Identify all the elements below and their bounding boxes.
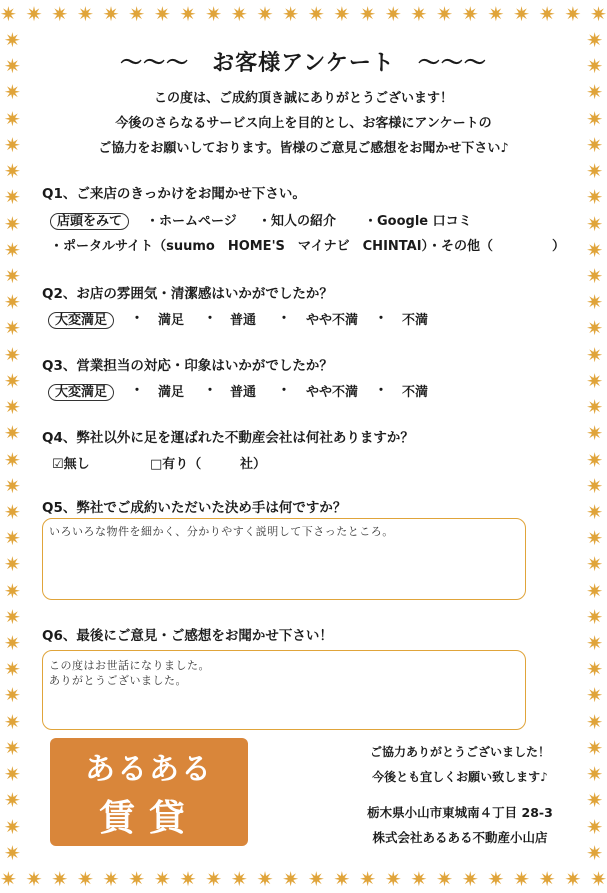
closing-line-1: ご協力ありがとうございました！: [369, 745, 550, 759]
q1-option-storefront[interactable]: [50, 210, 129, 229]
q1-option-portal-close: ）: [552, 239, 566, 254]
q5-answer: いろいろな物件を細かく、分かりやすく説明して下さったところ。: [49, 525, 394, 538]
q4-question: Q4、弊社以外に足を運ばれた不動産会社は何社ありますか？: [42, 430, 414, 446]
intro-line-1: この度は、ご成約頂き誠にありがとうございます！: [153, 91, 453, 106]
address-line-2: 株式会社あるある不動産小山店: [372, 830, 548, 845]
q2-option-dissatisfied[interactable]: 不満: [402, 313, 429, 328]
closing-message: [360, 740, 560, 790]
q3-option-very-satisfied[interactable]: [48, 381, 114, 400]
q4-option-suffix: 社）: [240, 457, 267, 472]
q2-option-neutral[interactable]: 普通: [230, 313, 257, 328]
address-line-1: 栃木県小山市東城南４丁目 28-3: [367, 805, 553, 820]
q2-option-somewhat-dissatisfied[interactable]: やや不満: [306, 313, 359, 328]
q1-option-homepage[interactable]: ・ホームページ: [146, 214, 237, 229]
closing-line-2: 今後とも宜しくお願い致します♪: [372, 770, 548, 784]
company-logo: [50, 738, 248, 846]
q6-answer-line-2: ありがとうございました。: [49, 674, 187, 687]
q2-option-very-satisfied[interactable]: [48, 309, 114, 328]
q1-question: Q1、ご来店のきっかけをお聞かせ下さい。: [42, 186, 306, 202]
q4-option-none[interactable]: ☑無し: [52, 457, 90, 472]
q2-question: Q2、お店の雰囲気・清潔感はいかがでしたか？: [42, 286, 333, 302]
bottom-border: ✷ ✷ ✷ ✷ ✷ ✷ ✷ ✷ ✷ ✷ ✷ ✷ ✷ ✷ ✷ ✷ ✷ ✷ ✷ ✷ ✷ ✷ ✷ ✷: [0, 867, 607, 891]
q5-answer-box[interactable]: [42, 518, 526, 600]
q6-question: Q6、最後にご意見・ご感想をお聞かせ下さい！: [42, 628, 333, 644]
top-border: ✷ ✷ ✷ ✷ ✷ ✷ ✷ ✷ ✷ ✷ ✷ ✷ ✷ ✷ ✷ ✷ ✷ ✷ ✷ ✷ ✷ ✷ ✷ ✷: [0, 2, 607, 26]
q1-option-portal[interactable]: ・ポータルサイト（suumo HOME'S マイナビ CHINTAI）・その他（: [50, 239, 494, 254]
q3-option-neutral[interactable]: 普通: [230, 385, 257, 400]
q2-option-satisfied[interactable]: 満足: [158, 313, 185, 328]
q1-option-storefront-label: 店頭をみて: [50, 213, 129, 230]
company-address: [360, 800, 560, 850]
intro-line-2: 今後のさらなるサービス向上を目的とし、お客様にアンケートの: [115, 116, 492, 131]
logo-text-top: あるある: [85, 752, 213, 787]
q3-option-dissatisfied[interactable]: 不満: [402, 385, 429, 400]
page-title: ～～～ お客様アンケート ～～～: [120, 51, 487, 76]
logo-text-bottom: 賃貸: [98, 798, 199, 839]
intro-line-3: ご協力をお願いしております。皆様のご意見ご感想をお聞かせ下さい♪: [98, 141, 509, 156]
q3-question: Q3、営業担当の対応・印象はいかがでしたか？: [42, 358, 333, 374]
q3-option-very-satisfied-label: 大変満足: [48, 384, 114, 401]
q6-answer-box[interactable]: [42, 650, 526, 730]
intro-text: [0, 86, 607, 161]
q4-option-some[interactable]: □有り（: [150, 457, 202, 472]
left-border: ✷ ✷ ✷ ✷ ✷ ✷ ✷ ✷ ✷ ✷ ✷ ✷ ✷ ✷ ✷ ✷ ✷ ✷ ✷ ✷ ✷ ✷ ✷ ✷ ✷ ✷ ✷ ✷ ✷ ✷ ✷ ✷: [4, 28, 21, 865]
right-border: ✷ ✷ ✷ ✷ ✷ ✷ ✷ ✷ ✷ ✷ ✷ ✷ ✷ ✷ ✷ ✷ ✷ ✷ ✷ ✷ ✷ ✷ ✷ ✷ ✷ ✷ ✷ ✷ ✷ ✷ ✷ ✷: [586, 28, 603, 865]
q5-question: Q5、弊社でご成約いただいた決め手は何ですか？: [42, 500, 347, 516]
q2-option-very-satisfied-label: 大変満足: [48, 312, 114, 329]
q3-option-satisfied[interactable]: 満足: [158, 385, 185, 400]
q1-option-google-reviews[interactable]: ・Google 口コミ: [364, 214, 472, 229]
q6-answer-line-1: この度はお世話になりました。: [49, 659, 210, 672]
q3-option-somewhat-dissatisfied[interactable]: やや不満: [306, 385, 359, 400]
q1-option-referral[interactable]: ・知人の紹介: [258, 214, 337, 229]
